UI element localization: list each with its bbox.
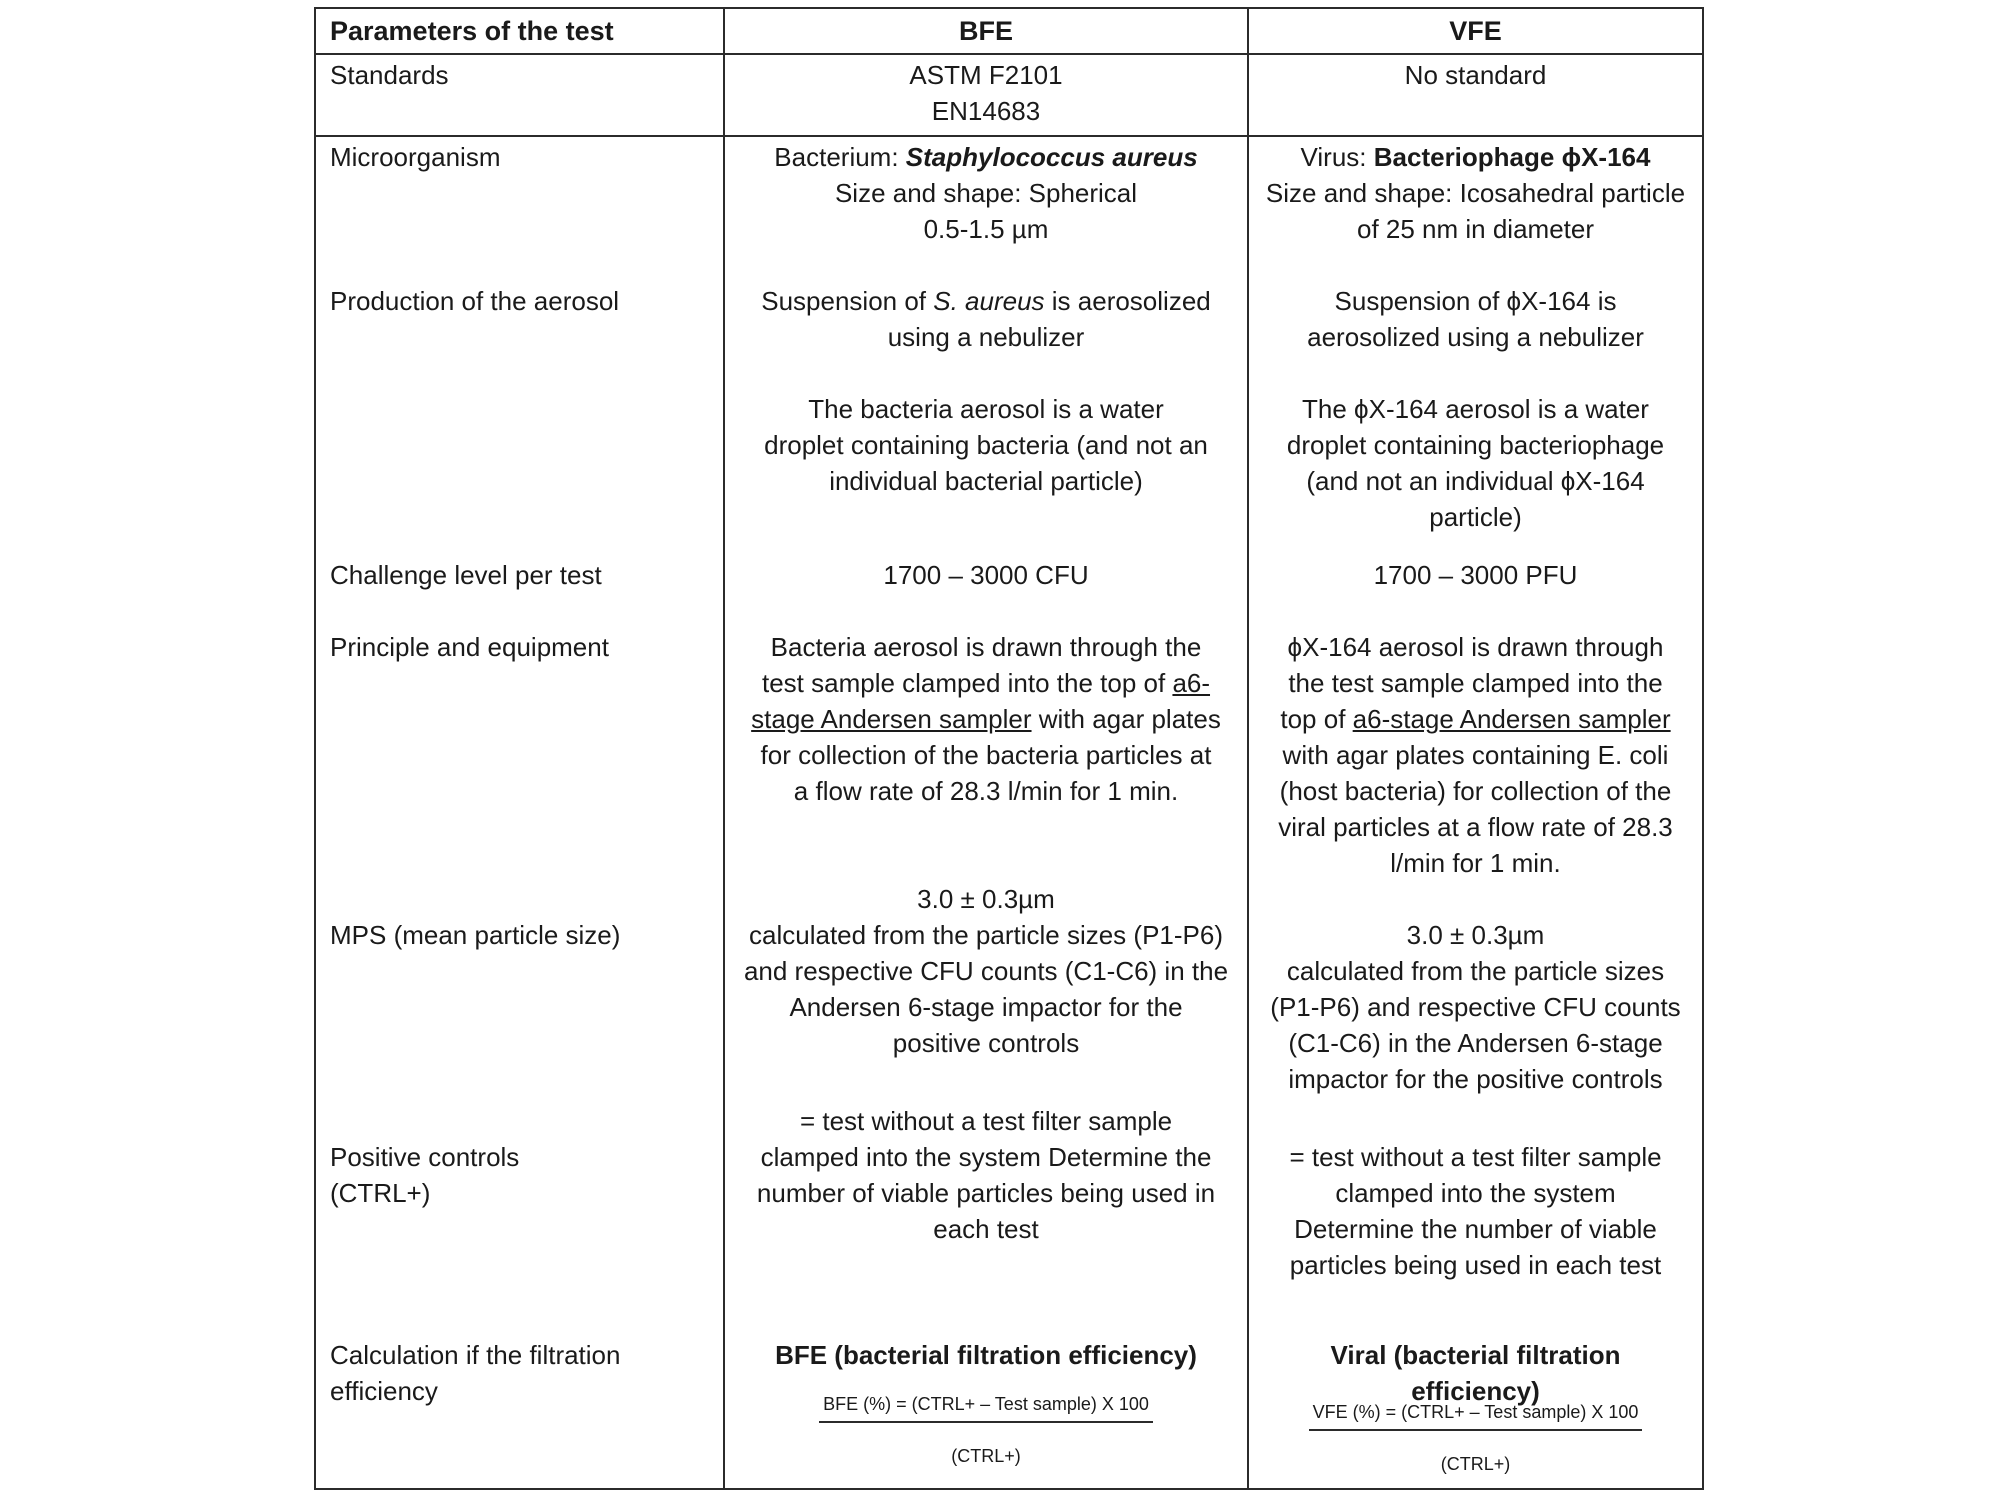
vfe-positive-2: clamped into the system <box>1335 1178 1616 1208</box>
bfe-aerosol-line-1 <box>739 283 1233 319</box>
bfe-organism-name: Staphylococcus aureus <box>905 142 1198 172</box>
vfe-aerosol-p1-2: aerosolized using a nebulizer <box>1307 322 1644 352</box>
cell-bfe-challenge: 1700 – 3000 CFU <box>724 535 1248 607</box>
table-row-challenge <box>315 535 1703 607</box>
row-label-aerosol: Production of the aerosol <box>315 247 724 535</box>
table-row-aerosol <box>315 247 1703 535</box>
bfe-mps-4: Andersen 6-stage impactor for the <box>789 992 1183 1022</box>
bfe-aerosol-p2-1: The bacteria aerosol is a water <box>808 394 1164 424</box>
bfe-organism-dim: 0.5-1.5 µm <box>923 214 1049 244</box>
cell-vfe-aerosol <box>1248 247 1703 535</box>
table-row-standards <box>315 54 1703 136</box>
header-bfe: BFE <box>724 8 1248 54</box>
vfe-organism-name: Bacteriophage ϕX-164 <box>1373 142 1651 172</box>
bfe-principle-3 <box>739 701 1233 737</box>
vfe-mps-3: (P1-P6) and respective CFU counts <box>1270 992 1681 1022</box>
bfe-mps-2: calculated from the particle sizes (P1-P6) <box>749 920 1223 950</box>
bfe-principle-2a: test sample clamped into the top of <box>761 668 1173 698</box>
bfe-calc-title: BFE (bacterial filtration efficiency) <box>775 1340 1197 1370</box>
cell-vfe-principle <box>1248 607 1703 881</box>
bfe-formula <box>739 1393 1233 1467</box>
bfe-positive-1: = test without a test filter sample <box>799 1106 1173 1136</box>
table-row-positive <box>315 1103 1703 1319</box>
vfe-mps-1: 3.0 ± 0.3µm <box>1406 920 1545 950</box>
vfe-principle-3a: top of <box>1280 704 1353 734</box>
bfe-principle-2 <box>739 665 1233 701</box>
vfe-formula-denominator: (CTRL+) <box>1440 1454 1511 1474</box>
vfe-calc-title-2: efficiency) <box>1411 1376 1540 1406</box>
row-label-principle: Principle and equipment <box>315 607 724 881</box>
table-header-row <box>315 8 1703 54</box>
vfe-organism-line <box>1263 139 1688 175</box>
vfe-formula-numerator: VFE (%) = (CTRL+ – Test sample) X 100 <box>1309 1401 1643 1431</box>
bfe-standard-2: EN14683 <box>931 96 1041 126</box>
vfe-aerosol-p2-1: The ϕX-164 aerosol is a water <box>1302 394 1649 424</box>
vfe-mps-5: impactor for the positive controls <box>1288 1064 1663 1094</box>
cell-bfe-positive <box>724 1103 1248 1319</box>
vfe-organism-size: Size and shape: Icosahedral particle <box>1265 178 1686 208</box>
bfe-positive-3: number of viable particles being used in <box>756 1178 1216 1208</box>
vfe-principle-2: the test sample clamped into the <box>1288 668 1663 698</box>
bfe-organism-prefix: Bacterium: <box>774 142 906 172</box>
cell-bfe-microorganism <box>724 136 1248 247</box>
bfe-mps-1: 3.0 ± 0.3µm <box>917 884 1055 914</box>
vfe-positive-3: Determine the number of viable <box>1294 1214 1657 1244</box>
cell-bfe-calculation <box>724 1319 1248 1489</box>
bfe-aerosol-text-b: is aerosolized <box>1044 286 1211 316</box>
bfe-aerosol-text-a: Suspension of <box>761 286 934 316</box>
vfe-formula <box>1263 1401 1688 1475</box>
bfe-principle-2u: a6- <box>1172 668 1211 698</box>
bfe-principle-5: a flow rate of 28.3 l/min for 1 min. <box>793 776 1179 806</box>
bfe-aerosol-line-2: using a nebulizer <box>887 322 1085 352</box>
row-label-challenge: Challenge level per test <box>315 535 724 607</box>
vfe-aerosol-p1-1: Suspension of ϕX-164 is <box>1334 286 1617 316</box>
bfe-positive-2: clamped into the system Determine the <box>760 1142 1212 1172</box>
table-row-microorganism <box>315 136 1703 247</box>
vfe-organism-dim: of 25 nm in diameter <box>1356 214 1594 244</box>
vfe-calc-title-1: Viral (bacterial filtration <box>1330 1340 1621 1370</box>
bfe-organism-size: Size and shape: Spherical <box>834 178 1138 208</box>
cell-vfe-positive <box>1248 1103 1703 1319</box>
row-label-standards: Standards <box>315 54 724 136</box>
cell-vfe-standards: No standard <box>1248 54 1703 136</box>
bfe-standard-1: ASTM F2101 <box>909 60 1063 90</box>
calculation-label-1: Calculation if the filtration <box>330 1340 621 1370</box>
vfe-positive-1: = test without a test filter sample <box>1289 1142 1662 1172</box>
bfe-principle-3b: with agar plates <box>1031 704 1221 734</box>
bfe-aerosol-species: S. aureus <box>933 286 1045 316</box>
vfe-principle-7: l/min for 1 min. <box>1390 848 1561 878</box>
bfe-aerosol-p2-3: individual bacterial particle) <box>829 466 1143 496</box>
row-label-mps: MPS (mean particle size) <box>315 881 724 1103</box>
vfe-principle-3 <box>1263 701 1688 737</box>
row-label-microorganism: Microorganism <box>315 136 724 247</box>
bfe-mps-5: positive controls <box>892 1028 1080 1058</box>
vfe-positive-4: particles being used in each test <box>1289 1250 1662 1280</box>
vfe-principle-6: viral particles at a flow rate of 28.3 <box>1278 812 1673 842</box>
bfe-formula-numerator: BFE (%) = (CTRL+ – Test sample) X 100 <box>819 1393 1153 1423</box>
bfe-principle-3u: stage Andersen sampler <box>751 704 1032 734</box>
bfe-formula-denominator: (CTRL+) <box>951 1446 1021 1466</box>
table-row-calculation <box>315 1319 1703 1489</box>
cell-bfe-mps <box>724 881 1248 1103</box>
vfe-mps-4: (C1-C6) in the Andersen 6-stage <box>1288 1028 1663 1058</box>
vfe-principle-4: with agar plates containing E. coli <box>1282 740 1669 770</box>
cell-bfe-principle <box>724 607 1248 881</box>
comparison-table <box>314 7 1704 1490</box>
bfe-principle-1: Bacteria aerosol is drawn through the <box>770 632 1202 662</box>
bfe-positive-4: each test <box>933 1214 1039 1244</box>
header-parameters: Parameters of the test <box>315 8 724 54</box>
vfe-principle-1: ϕX-164 aerosol is drawn through <box>1287 632 1664 662</box>
bfe-mps-3: and respective CFU counts (C1-C6) in the <box>743 956 1229 986</box>
vfe-principle-3u: a6-stage Andersen sampler <box>1352 704 1671 734</box>
positive-label-2: (CTRL+) <box>330 1178 431 1208</box>
vfe-aerosol-p2-3: (and not an individual ϕX-164 <box>1306 466 1645 496</box>
table-row-mps <box>315 881 1703 1103</box>
header-vfe: VFE <box>1248 8 1703 54</box>
vfe-aerosol-p2-2: droplet containing bacteriophage <box>1286 430 1665 460</box>
cell-bfe-standards <box>724 54 1248 136</box>
row-label-calculation <box>315 1319 724 1489</box>
cell-bfe-aerosol <box>724 247 1248 535</box>
vfe-aerosol-p2-4: particle) <box>1429 502 1522 532</box>
positive-label-1: Positive controls <box>330 1142 520 1172</box>
cell-vfe-microorganism <box>1248 136 1703 247</box>
bfe-principle-4: for collection of the bacteria particles at <box>760 740 1212 770</box>
bfe-organism-line <box>739 139 1233 175</box>
vfe-principle-5: (host bacteria) for collection of the <box>1279 776 1672 806</box>
table-row-principle <box>315 607 1703 881</box>
cell-vfe-mps <box>1248 881 1703 1103</box>
calculation-label-2: efficiency <box>330 1376 438 1406</box>
cell-vfe-calculation <box>1248 1319 1703 1489</box>
row-label-positive <box>315 1103 724 1319</box>
vfe-organism-prefix: Virus: <box>1300 142 1374 172</box>
bfe-aerosol-p2-2: droplet containing bacteria (and not an <box>764 430 1208 460</box>
vfe-mps-2: calculated from the particle sizes <box>1286 956 1665 986</box>
cell-vfe-challenge: 1700 – 3000 PFU <box>1248 535 1703 607</box>
